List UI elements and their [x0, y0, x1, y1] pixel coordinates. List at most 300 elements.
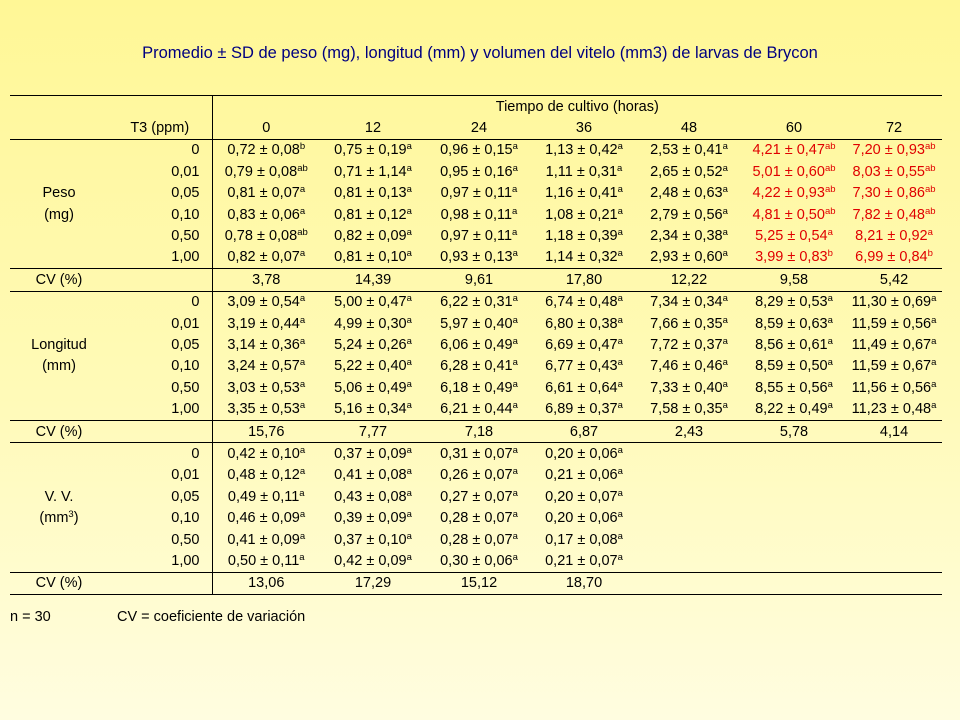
mean-sd-value: 2,48 ± 0,63 — [650, 185, 723, 202]
value-cell — [532, 465, 636, 486]
significance-letter: a — [617, 509, 623, 521]
mean-sd-value: 0,27 ± 0,07 — [440, 488, 513, 505]
cv-value: 9,58 — [742, 269, 846, 291]
significance-letter: a — [722, 205, 728, 217]
table-row — [10, 313, 942, 334]
significance-letter: a — [931, 335, 937, 347]
cv-empty-cell — [108, 420, 212, 442]
section-label-empty — [10, 291, 108, 313]
mean-sd-value: 5,25 ± 0,54 — [755, 228, 828, 245]
value-cell — [212, 313, 320, 334]
significance-letter: a — [722, 184, 728, 196]
significance-letter: a — [617, 530, 623, 542]
value-cell — [426, 465, 532, 486]
mean-sd-value: 2,53 ± 0,41 — [650, 142, 723, 159]
cv-row — [10, 269, 942, 291]
cv-definition: CV = coeficiente de variación — [117, 609, 306, 625]
mean-sd-value: 6,80 ± 0,38 — [545, 315, 618, 332]
significance-letter: a — [512, 162, 518, 174]
value-cell — [212, 443, 320, 465]
significance-letter: a — [406, 400, 412, 412]
value-cell — [320, 529, 426, 550]
table-row — [10, 183, 942, 204]
significance-letter: a — [406, 141, 412, 153]
significance-letter: a — [299, 378, 306, 390]
mean-sd-value: 0,43 ± 0,08 — [334, 488, 407, 505]
header-row-time — [10, 96, 942, 118]
value-cell — [532, 486, 636, 507]
significance-letter: a — [617, 444, 623, 456]
significance-letter: a — [931, 314, 937, 326]
mean-sd-value: 0,21 ± 0,06 — [545, 467, 618, 484]
significance-letter: a — [617, 551, 623, 563]
significance-letter: a — [299, 509, 306, 521]
significance-letter: ab — [824, 205, 836, 217]
hour-header: 72 — [846, 117, 942, 139]
value-cell — [532, 139, 636, 161]
significance-letter: a — [512, 335, 518, 347]
significance-letter: a — [512, 530, 518, 542]
value-cell — [320, 204, 426, 225]
value-cell — [636, 443, 742, 465]
significance-letter: a — [406, 227, 412, 239]
significance-letter: a — [512, 141, 518, 153]
significance-letter: a — [406, 466, 412, 478]
significance-letter: a — [617, 378, 623, 390]
significance-letter: a — [931, 378, 937, 390]
t3-dose: 1,00 — [108, 247, 212, 269]
significance-letter: a — [299, 293, 306, 305]
mean-sd-value: 0,96 ± 0,15 — [440, 142, 513, 159]
t3-dose: 0,01 — [108, 465, 212, 486]
cv-value: 4,14 — [846, 420, 942, 442]
value-cell — [742, 225, 846, 246]
significance-letter: a — [406, 184, 412, 196]
mean-sd-value: 0,93 ± 0,13 — [440, 249, 513, 266]
significance-letter: a — [406, 378, 412, 390]
cv-empty-cell — [108, 269, 212, 291]
significance-letter: b — [827, 248, 833, 260]
mean-sd-value: 8,22 ± 0,49 — [755, 401, 828, 418]
time-header: Tiempo de cultivo (horas) — [212, 96, 942, 118]
significance-letter: a — [617, 184, 623, 196]
value-cell — [846, 550, 942, 572]
section-unit: (mg) — [44, 206, 74, 223]
value-cell — [532, 550, 636, 572]
hour-header: 60 — [742, 117, 846, 139]
mean-sd-value: 1,16 ± 0,41 — [545, 185, 618, 202]
value-cell — [212, 398, 320, 420]
t3-header: T3 (ppm) — [108, 117, 212, 139]
mean-sd-value: 5,22 ± 0,40 — [334, 358, 407, 375]
value-cell — [742, 313, 846, 334]
value-cell — [320, 313, 426, 334]
cv-row — [10, 572, 942, 594]
mean-sd-value: 6,74 ± 0,48 — [545, 294, 618, 311]
significance-letter: a — [512, 357, 518, 369]
significance-letter: a — [512, 551, 518, 563]
table-row — [10, 204, 942, 225]
significance-letter: a — [406, 335, 412, 347]
significance-letter: a — [617, 357, 623, 369]
mean-sd-value: 0,39 ± 0,09 — [334, 510, 407, 527]
value-cell — [212, 139, 320, 161]
value-cell — [212, 204, 320, 225]
mean-sd-value: 7,66 ± 0,35 — [650, 315, 723, 332]
mean-sd-value: 4,81 ± 0,50 — [752, 206, 825, 223]
mean-sd-value: 4,21 ± 0,47 — [752, 142, 825, 159]
value-cell — [742, 465, 846, 486]
significance-letter: a — [722, 357, 728, 369]
value-cell — [532, 204, 636, 225]
mean-sd-value: 0,28 ± 0,07 — [440, 510, 513, 527]
value-cell — [212, 356, 320, 377]
mean-sd-value: 8,59 ± 0,63 — [755, 315, 828, 332]
mean-sd-value: 7,33 ± 0,40 — [650, 379, 723, 396]
cv-value: 3,78 — [212, 269, 320, 291]
mean-sd-value: 0,50 ± 0,11 — [227, 552, 300, 569]
mean-sd-value: 0,78 ± 0,08 — [224, 228, 298, 245]
value-cell — [636, 291, 742, 313]
mean-sd-value: 0,20 ± 0,06 — [545, 445, 618, 462]
page-title: Promedio ± SD de peso (mg), longitud (mm) y volumen del vitelo (mm3) de larvas de Brycon — [142, 44, 818, 62]
value-cell — [636, 529, 742, 550]
value-cell — [636, 313, 742, 334]
mean-sd-value: 8,56 ± 0,61 — [755, 336, 828, 353]
value-cell — [742, 247, 846, 269]
value-cell — [212, 486, 320, 507]
t3-dose: 0,05 — [108, 183, 212, 204]
value-cell — [320, 465, 426, 486]
value-cell — [846, 291, 942, 313]
significance-letter: a — [299, 466, 306, 478]
significance-letter: ab — [924, 184, 936, 196]
table-row — [10, 377, 942, 398]
value-cell — [320, 377, 426, 398]
significance-letter: a — [512, 509, 518, 521]
value-cell — [212, 377, 320, 398]
value-cell — [846, 225, 942, 246]
mean-sd-value: 6,21 ± 0,44 — [440, 401, 513, 418]
significance-letter: a — [722, 293, 728, 305]
value-cell — [532, 443, 636, 465]
mean-sd-value: 3,09 ± 0,54 — [227, 294, 300, 311]
hour-header: 12 — [320, 117, 426, 139]
table-row — [10, 225, 942, 246]
value-cell — [636, 550, 742, 572]
table-row — [10, 398, 942, 420]
significance-letter: ab — [297, 227, 308, 239]
mean-sd-value: 7,30 ± 0,86 — [852, 185, 925, 202]
value-cell — [846, 398, 942, 420]
value-cell — [212, 161, 320, 182]
value-cell — [426, 377, 532, 398]
value-cell — [742, 183, 846, 204]
table-row — [10, 139, 942, 161]
header-empty-cell — [108, 96, 212, 118]
significance-letter: a — [299, 205, 306, 217]
significance-letter: ab — [924, 205, 936, 217]
mean-sd-value: 8,59 ± 0,50 — [755, 358, 828, 375]
significance-letter: a — [617, 487, 623, 499]
significance-letter: ab — [824, 184, 836, 196]
value-cell — [320, 334, 426, 355]
cv-value: 18,70 — [532, 572, 636, 594]
mean-sd-value: 0,20 ± 0,07 — [545, 488, 618, 505]
table-row — [10, 465, 942, 486]
value-cell — [426, 291, 532, 313]
table-row — [10, 334, 942, 355]
mean-sd-value: 6,69 ± 0,47 — [545, 336, 618, 353]
significance-letter: a — [617, 293, 623, 305]
significance-letter: a — [406, 357, 412, 369]
mean-sd-value: 3,24 ± 0,57 — [227, 358, 300, 375]
value-cell — [846, 465, 942, 486]
t3-dose: 0,10 — [108, 356, 212, 377]
section-label-empty — [10, 550, 108, 572]
mean-sd-value: 0,26 ± 0,07 — [440, 467, 513, 484]
cv-value: 5,42 — [846, 269, 942, 291]
mean-sd-value: 11,56 ± 0,56 — [851, 379, 932, 396]
significance-letter: a — [512, 205, 518, 217]
mean-sd-value: 7,72 ± 0,37 — [650, 336, 723, 353]
mean-sd-value: 0,81 ± 0,12 — [334, 206, 407, 223]
significance-letter: a — [617, 335, 623, 347]
significance-letter: a — [931, 293, 937, 305]
significance-letter: a — [931, 357, 937, 369]
value-cell — [636, 183, 742, 204]
significance-letter: b — [927, 248, 933, 260]
t3-dose: 0,50 — [108, 377, 212, 398]
section-name: V. V. — [44, 488, 74, 505]
significance-letter: a — [512, 293, 518, 305]
significance-letter: a — [406, 530, 412, 542]
value-cell — [742, 377, 846, 398]
value-cell — [320, 486, 426, 507]
value-cell — [320, 443, 426, 465]
significance-letter: a — [299, 184, 306, 196]
section-label-empty — [10, 161, 108, 182]
mean-sd-value: 7,46 ± 0,46 — [650, 358, 723, 375]
sample-size-note: n = 30 — [10, 609, 51, 625]
value-cell — [846, 486, 942, 507]
mean-sd-value: 3,99 ± 0,83 — [755, 249, 828, 266]
value-cell — [320, 183, 426, 204]
value-cell — [636, 486, 742, 507]
value-cell — [742, 139, 846, 161]
significance-letter: a — [722, 335, 728, 347]
cv-value: 14,39 — [320, 269, 426, 291]
section-name: Peso — [42, 185, 76, 202]
value-cell — [426, 247, 532, 269]
value-cell — [846, 313, 942, 334]
significance-letter: a — [827, 227, 833, 239]
value-cell — [636, 465, 742, 486]
value-cell — [742, 398, 846, 420]
table-row — [10, 507, 942, 528]
mean-sd-value: 3,19 ± 0,44 — [227, 315, 300, 332]
significance-letter: a — [722, 378, 728, 390]
mean-sd-value: 1,14 ± 0,32 — [545, 249, 618, 266]
mean-sd-value: 0,37 ± 0,09 — [334, 445, 407, 462]
header-row-hours — [10, 117, 942, 139]
significance-letter: a — [722, 248, 728, 260]
significance-letter: a — [617, 227, 623, 239]
significance-letter: a — [617, 314, 623, 326]
value-cell — [426, 313, 532, 334]
significance-letter: a — [722, 400, 728, 412]
value-cell — [426, 550, 532, 572]
value-cell — [320, 291, 426, 313]
mean-sd-value: 0,42 ± 0,10 — [227, 445, 300, 462]
significance-letter: a — [299, 314, 306, 326]
value-cell — [426, 334, 532, 355]
mean-sd-value: 0,75 ± 0,19 — [334, 142, 407, 159]
significance-letter: a — [406, 248, 412, 260]
section-unit: (mm) — [42, 358, 76, 375]
value-cell — [212, 465, 320, 486]
t3-dose: 0,10 — [108, 507, 212, 528]
mean-sd-value: 0,82 ± 0,09 — [334, 228, 407, 245]
mean-sd-value: 6,06 ± 0,49 — [440, 336, 513, 353]
value-cell — [532, 313, 636, 334]
section-label-empty — [10, 398, 108, 420]
value-cell — [426, 398, 532, 420]
section-label-empty — [10, 443, 108, 465]
value-cell — [426, 204, 532, 225]
t3-dose: 1,00 — [108, 398, 212, 420]
value-cell — [320, 507, 426, 528]
value-cell — [320, 356, 426, 377]
value-cell — [636, 161, 742, 182]
mean-sd-value: 6,28 ± 0,41 — [440, 358, 513, 375]
value-cell — [212, 529, 320, 550]
value-cell — [532, 225, 636, 246]
mean-sd-value: 5,97 ± 0,40 — [440, 315, 513, 332]
hour-header: 24 — [426, 117, 532, 139]
mean-sd-value: 7,58 ± 0,35 — [650, 401, 723, 418]
significance-letter: a — [299, 530, 306, 542]
mean-sd-value: 0,30 ± 0,06 — [440, 552, 513, 569]
mean-sd-value: 0,49 ± 0,11 — [227, 488, 300, 505]
value-cell — [742, 356, 846, 377]
hour-header: 0 — [212, 117, 320, 139]
significance-letter: a — [299, 551, 305, 563]
significance-letter: a — [617, 400, 623, 412]
t3-dose: 0,01 — [108, 161, 212, 182]
mean-sd-value: 3,14 ± 0,36 — [227, 336, 300, 353]
significance-letter: a — [512, 248, 518, 260]
value-cell — [846, 529, 942, 550]
significance-letter: a — [299, 487, 305, 499]
value-cell — [320, 225, 426, 246]
mean-sd-value: 8,21 ± 0,92 — [855, 228, 928, 245]
section-label-empty — [10, 465, 108, 486]
cv-value: 9,61 — [426, 269, 532, 291]
value-cell — [212, 183, 320, 204]
mean-sd-value: 7,34 ± 0,34 — [650, 294, 723, 311]
value-cell — [212, 507, 320, 528]
hour-header: 48 — [636, 117, 742, 139]
value-cell — [846, 204, 942, 225]
value-cell — [426, 183, 532, 204]
value-cell — [320, 161, 426, 182]
significance-letter: a — [406, 205, 412, 217]
mean-sd-value: 0,20 ± 0,06 — [545, 510, 618, 527]
mean-sd-value: 6,61 ± 0,64 — [545, 379, 618, 396]
significance-letter: a — [299, 444, 306, 456]
table-row — [10, 291, 942, 313]
value-cell — [636, 204, 742, 225]
significance-letter: a — [406, 293, 412, 305]
mean-sd-value: 2,65 ± 0,52 — [650, 163, 723, 180]
table-row — [10, 356, 942, 377]
value-cell — [532, 247, 636, 269]
mean-sd-value: 1,08 ± 0,21 — [545, 206, 618, 223]
significance-letter: a — [512, 314, 518, 326]
mean-sd-value: 4,22 ± 0,93 — [752, 185, 825, 202]
value-cell — [532, 398, 636, 420]
mean-sd-value: 0,71 ± 1,14 — [334, 163, 407, 180]
significance-letter: a — [512, 400, 518, 412]
cv-value: 15,76 — [212, 420, 320, 442]
mean-sd-value: 0,81 ± 0,07 — [227, 185, 300, 202]
mean-sd-value: 2,79 ± 0,56 — [650, 206, 723, 223]
t3-dose: 0,50 — [108, 225, 212, 246]
value-cell — [532, 161, 636, 182]
value-cell — [846, 377, 942, 398]
value-cell — [532, 291, 636, 313]
value-cell — [320, 550, 426, 572]
value-cell — [742, 486, 846, 507]
cv-value: 7,18 — [426, 420, 532, 442]
mean-sd-value: 0,17 ± 0,08 — [545, 531, 618, 548]
value-cell — [636, 356, 742, 377]
mean-sd-value: 0,37 ± 0,10 — [334, 531, 407, 548]
t3-dose: 0,01 — [108, 313, 212, 334]
t3-dose: 0 — [108, 139, 212, 161]
significance-letter: a — [827, 378, 833, 390]
hour-header: 36 — [532, 117, 636, 139]
mean-sd-value: 5,24 ± 0,26 — [334, 336, 407, 353]
value-cell — [426, 443, 532, 465]
mean-sd-value: 5,06 ± 0,49 — [334, 379, 407, 396]
value-cell — [426, 356, 532, 377]
significance-letter: a — [299, 400, 306, 412]
significance-letter: a — [299, 335, 306, 347]
value-cell — [212, 225, 320, 246]
mean-sd-value: 3,35 ± 0,53 — [227, 401, 300, 418]
mean-sd-value: 0,83 ± 0,06 — [227, 206, 300, 223]
value-cell — [742, 507, 846, 528]
value-cell — [532, 356, 636, 377]
mean-sd-value: 8,55 ± 0,56 — [755, 379, 828, 396]
section-unit — [10, 507, 108, 528]
value-cell — [212, 334, 320, 355]
significance-letter: a — [299, 357, 306, 369]
mean-sd-value: 7,82 ± 0,48 — [852, 206, 925, 223]
cv-label: CV (%) — [10, 572, 108, 594]
significance-letter: ab — [924, 162, 936, 174]
significance-letter: a — [406, 551, 412, 563]
data-table — [10, 95, 942, 595]
value-cell — [636, 139, 742, 161]
value-cell — [636, 334, 742, 355]
value-cell — [320, 398, 426, 420]
significance-letter: ab — [297, 162, 308, 174]
cv-empty-cell — [108, 572, 212, 594]
cv-value — [846, 572, 942, 594]
